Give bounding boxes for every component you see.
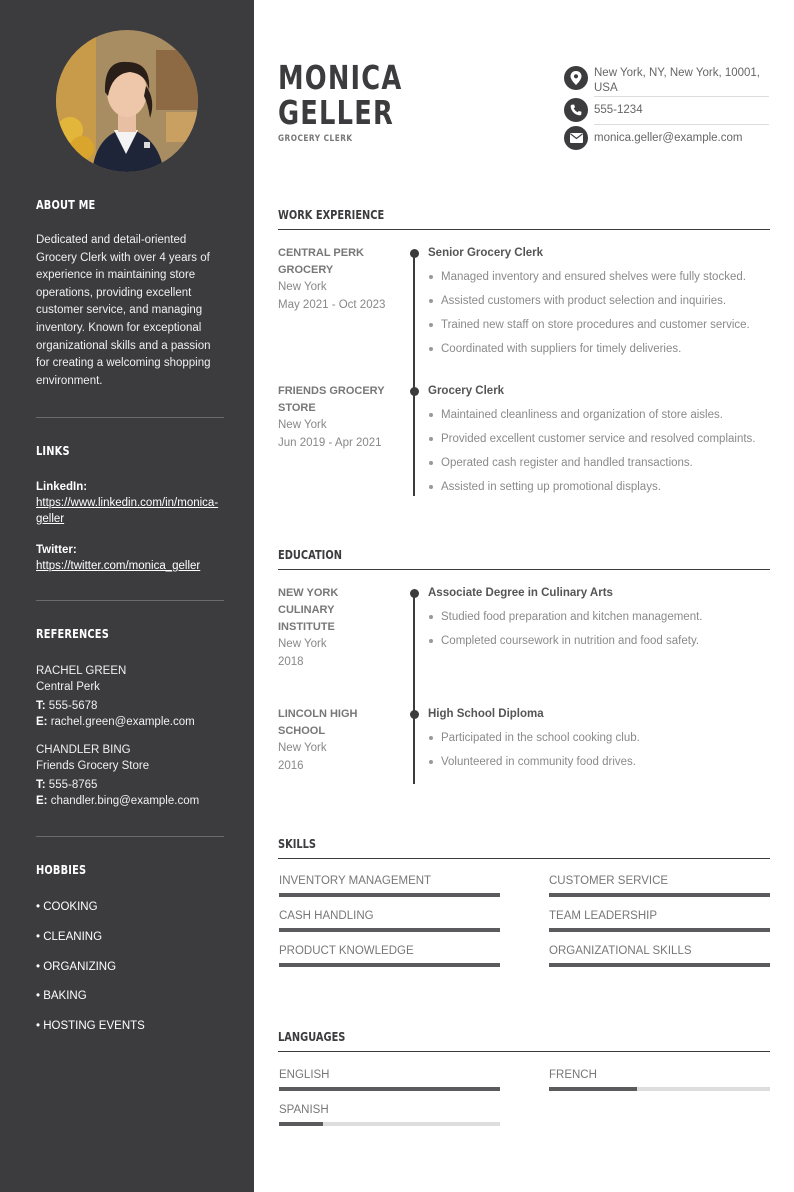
hobby-item: • ORGANIZING xyxy=(36,960,117,973)
language-name: SPANISH xyxy=(279,1104,329,1116)
timeline-dot xyxy=(410,387,419,396)
language-name: ENGLISH xyxy=(279,1069,330,1081)
employer-name: CENTRAL PERK GROCERY xyxy=(278,247,364,276)
reference-email-label: E: xyxy=(36,795,48,807)
experience-meta xyxy=(278,245,396,314)
sidebar-divider xyxy=(36,417,224,418)
phone-text: 555-1234 xyxy=(594,104,643,116)
skill-bar xyxy=(549,963,770,967)
profile-photo-image xyxy=(56,30,198,172)
employment-dates: Jun 2019 - Apr 2021 xyxy=(278,436,382,449)
location-pin-icon xyxy=(564,66,588,90)
graduation-year: 2016 xyxy=(278,759,304,772)
skill-bar xyxy=(549,893,770,897)
education-meta xyxy=(278,585,378,671)
address-text: New York, NY, New York, 10001, USA xyxy=(594,67,761,94)
school-location: New York xyxy=(278,742,327,754)
reference-phone: 555-5678 xyxy=(48,700,98,712)
education-bullet: Studied food preparation and kitchen management. xyxy=(428,609,773,625)
about-section xyxy=(36,198,224,390)
references-heading: REFERENCES xyxy=(36,627,109,641)
hobbies-heading: HOBBIES xyxy=(36,863,87,877)
skill-name: INVENTORY MANAGEMENT xyxy=(279,875,432,887)
section-rule xyxy=(278,858,770,859)
work-experience-heading: WORK EXPERIENCE xyxy=(278,208,385,222)
language-bar-fill xyxy=(279,1087,500,1091)
skill-bar xyxy=(279,893,500,897)
language-bar xyxy=(549,1087,770,1091)
employer-location: New York xyxy=(278,281,327,293)
experience-bullet: Coordinated with suppliers for timely deliveries. xyxy=(428,341,773,357)
school-location: New York xyxy=(278,638,327,650)
education-details xyxy=(428,585,773,649)
employer-location: New York xyxy=(278,419,327,431)
candidate-name xyxy=(278,60,403,130)
employment-dates: May 2021 - Oct 2023 xyxy=(278,298,386,311)
experience-bullet: Provided excellent customer service and resolved complaints. xyxy=(428,431,773,447)
contact-divider xyxy=(594,96,769,97)
school-name: NEW YORK CULINARY INSTITUTE xyxy=(278,587,339,633)
hobbies-section xyxy=(36,863,224,1048)
experience-meta xyxy=(278,383,396,452)
timeline-dot xyxy=(410,249,419,258)
skill-bar xyxy=(549,928,770,932)
skill-item xyxy=(279,943,500,967)
skill-name: CUSTOMER SERVICE xyxy=(549,875,669,887)
skill-name: TEAM LEADERSHIP xyxy=(549,910,657,922)
first-name: MONICA xyxy=(278,58,403,97)
references-section xyxy=(36,627,224,809)
sidebar xyxy=(0,0,254,1192)
links-section xyxy=(36,444,224,574)
graduation-year: 2018 xyxy=(278,655,304,668)
experience-timeline xyxy=(413,253,415,496)
skill-bar-fill xyxy=(279,928,500,932)
experience-bullet: Assisted in setting up promotional displays. xyxy=(428,479,773,495)
reference-phone-label: T: xyxy=(36,779,46,791)
contact-email xyxy=(564,126,769,150)
links-heading: LINKS xyxy=(36,444,70,458)
twitter-link[interactable]: https://twitter.com/monica_geller xyxy=(36,560,201,572)
reference-company: Central Perk xyxy=(36,681,100,693)
hobby-item: • CLEANING xyxy=(36,930,103,943)
about-heading: ABOUT ME xyxy=(36,198,96,212)
skill-bar-fill xyxy=(549,963,770,967)
hobby-item: • HOSTING EVENTS xyxy=(36,1020,145,1033)
language-bar-fill xyxy=(279,1122,323,1126)
job-title: GROCERY CLERK xyxy=(278,134,353,144)
reference-email: rachel.green@example.com xyxy=(50,716,195,728)
about-text: Dedicated and detail-oriented Grocery Clerk with over 4 years of experience in maintaining store operations, providing excellent customer service, and managing inventory. Known for exceptional organizational skills and a passion for creating a welcoming shopping environment. xyxy=(36,234,211,387)
experience-bullet: Maintained cleanliness and organization of store aisles. xyxy=(428,407,773,423)
languages-heading: LANGUAGES xyxy=(278,1030,346,1044)
job-role: Senior Grocery Clerk xyxy=(428,247,544,259)
section-rule xyxy=(278,229,770,230)
degree-title: Associate Degree in Culinary Arts xyxy=(428,587,613,599)
employer-name: FRIENDS GROCERY STORE xyxy=(278,385,385,414)
timeline-dot xyxy=(410,589,419,598)
experience-bullet: Operated cash register and handled transactions. xyxy=(428,455,773,471)
education-details xyxy=(428,706,773,770)
link-item-twitter xyxy=(36,542,224,574)
experience-details xyxy=(428,245,773,357)
reference-email: chandler.bing@example.com xyxy=(50,795,200,807)
experience-bullet: Trained new staff on store procedures and customer service. xyxy=(428,317,773,333)
link-label: LinkedIn: xyxy=(36,481,88,493)
last-name: GELLER xyxy=(278,93,394,132)
skill-name: ORGANIZATIONAL SKILLS xyxy=(549,945,692,957)
language-name: FRENCH xyxy=(549,1069,597,1081)
education-timeline xyxy=(413,593,415,784)
reference-name: CHANDLER BING xyxy=(36,744,131,756)
skill-bar-fill xyxy=(549,893,770,897)
skill-name: PRODUCT KNOWLEDGE xyxy=(279,945,414,957)
language-bar-fill xyxy=(549,1087,637,1091)
linkedin-link[interactable]: https://www.linkedin.com/in/monica-geller xyxy=(36,497,219,525)
language-item xyxy=(279,1067,500,1091)
profile-photo xyxy=(56,30,198,172)
skill-item xyxy=(549,908,770,932)
reference-phone: 555-8765 xyxy=(48,779,98,791)
email-icon xyxy=(564,126,588,150)
education-bullet: Participated in the school cooking club. xyxy=(428,730,773,746)
contact-address xyxy=(564,66,769,96)
skill-bar xyxy=(279,963,500,967)
link-label: Twitter: xyxy=(36,544,77,556)
language-item xyxy=(549,1067,770,1091)
contact-divider xyxy=(594,124,769,125)
experience-bullet: Managed inventory and ensured shelves were fully stocked. xyxy=(428,269,773,285)
skill-item xyxy=(549,943,770,967)
reference-phone-label: T: xyxy=(36,700,46,712)
email-text[interactable]: monica.geller@example.com xyxy=(594,132,743,144)
hobby-item: • BAKING xyxy=(36,990,87,1003)
contact-phone xyxy=(564,98,769,122)
skill-bar-fill xyxy=(549,928,770,932)
language-bar xyxy=(279,1087,500,1091)
phone-icon xyxy=(564,98,588,122)
reference-email-label: E: xyxy=(36,716,48,728)
education-bullet: Completed coursework in nutrition and food safety. xyxy=(428,633,773,649)
reference-item xyxy=(36,742,224,809)
skill-bar-fill xyxy=(279,963,500,967)
skill-item xyxy=(279,908,500,932)
job-role: Grocery Clerk xyxy=(428,385,505,397)
section-rule xyxy=(278,569,770,570)
experience-details xyxy=(428,383,773,495)
skill-item xyxy=(549,873,770,897)
hobby-item: • COOKING xyxy=(36,901,98,913)
link-item-linkedin xyxy=(36,479,224,527)
reference-company: Friends Grocery Store xyxy=(36,760,150,772)
degree-title: High School Diploma xyxy=(428,708,544,720)
language-item xyxy=(279,1102,500,1126)
school-name: LINCOLN HIGH SCHOOL xyxy=(278,708,358,737)
skill-bar xyxy=(279,928,500,932)
language-bar xyxy=(279,1122,500,1126)
reference-name: RACHEL GREEN xyxy=(36,665,127,677)
skills-heading: SKILLS xyxy=(278,837,317,851)
sidebar-divider xyxy=(36,600,224,601)
education-meta xyxy=(278,706,378,775)
section-rule xyxy=(278,1051,770,1052)
experience-bullet: Assisted customers with product selection and inquiries. xyxy=(428,293,773,309)
sidebar-divider xyxy=(36,836,224,837)
education-heading: EDUCATION xyxy=(278,548,342,562)
reference-item xyxy=(36,663,224,730)
skill-name: CASH HANDLING xyxy=(279,910,374,922)
timeline-dot xyxy=(410,710,419,719)
skill-bar-fill xyxy=(279,893,500,897)
skill-item xyxy=(279,873,500,897)
education-bullet: Volunteered in community food drives. xyxy=(428,754,773,770)
